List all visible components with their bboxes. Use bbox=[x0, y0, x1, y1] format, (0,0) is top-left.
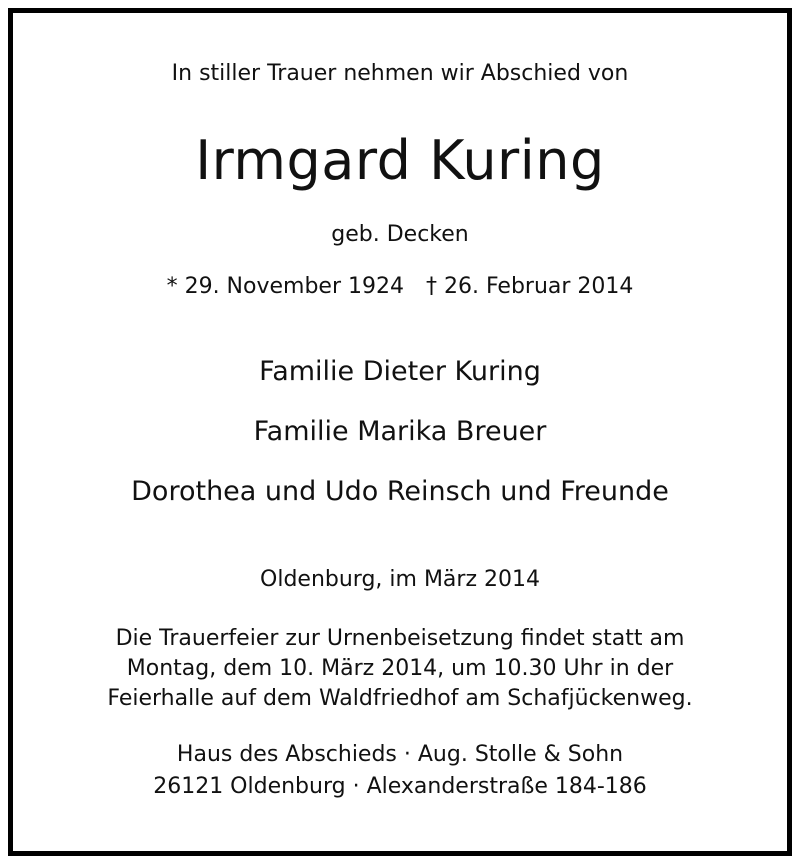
undertaker-line: Haus des Abschieds · Aug. Stolle & Sohn bbox=[176, 742, 624, 767]
life-dates bbox=[0, 276, 800, 298]
service-line: Montag, dem 10. März 2014, um 10.30 Uhr in der bbox=[126, 656, 674, 681]
death-date: † 26. Februar 2014 bbox=[425, 274, 634, 299]
birth-date: * 29. November 1924 bbox=[166, 274, 404, 299]
undertaker-info bbox=[0, 739, 800, 803]
mourner-line: Dorothea und Udo Reinsch und Freunde bbox=[131, 476, 669, 507]
service-line: Die Trauerfeier zur Urnenbeisetzung findet statt am bbox=[115, 626, 685, 651]
funeral-service-info bbox=[0, 624, 800, 714]
mourner-line: Familie Dieter Kuring bbox=[259, 356, 541, 387]
intro-text: In stiller Trauer nehmen wir Abschied von bbox=[171, 61, 629, 86]
deceased-name: Irmgard Kuring bbox=[195, 129, 605, 192]
place-and-date: Oldenburg, im März 2014 bbox=[260, 567, 540, 592]
service-line: Feierhalle auf dem Waldfriedhof am Schafjückenweg. bbox=[107, 686, 693, 711]
mourner-line: Familie Marika Breuer bbox=[253, 416, 547, 447]
undertaker-line: 26121 Oldenburg · Alexanderstraße 184-186 bbox=[153, 774, 647, 799]
maiden-name: geb. Decken bbox=[331, 222, 469, 247]
